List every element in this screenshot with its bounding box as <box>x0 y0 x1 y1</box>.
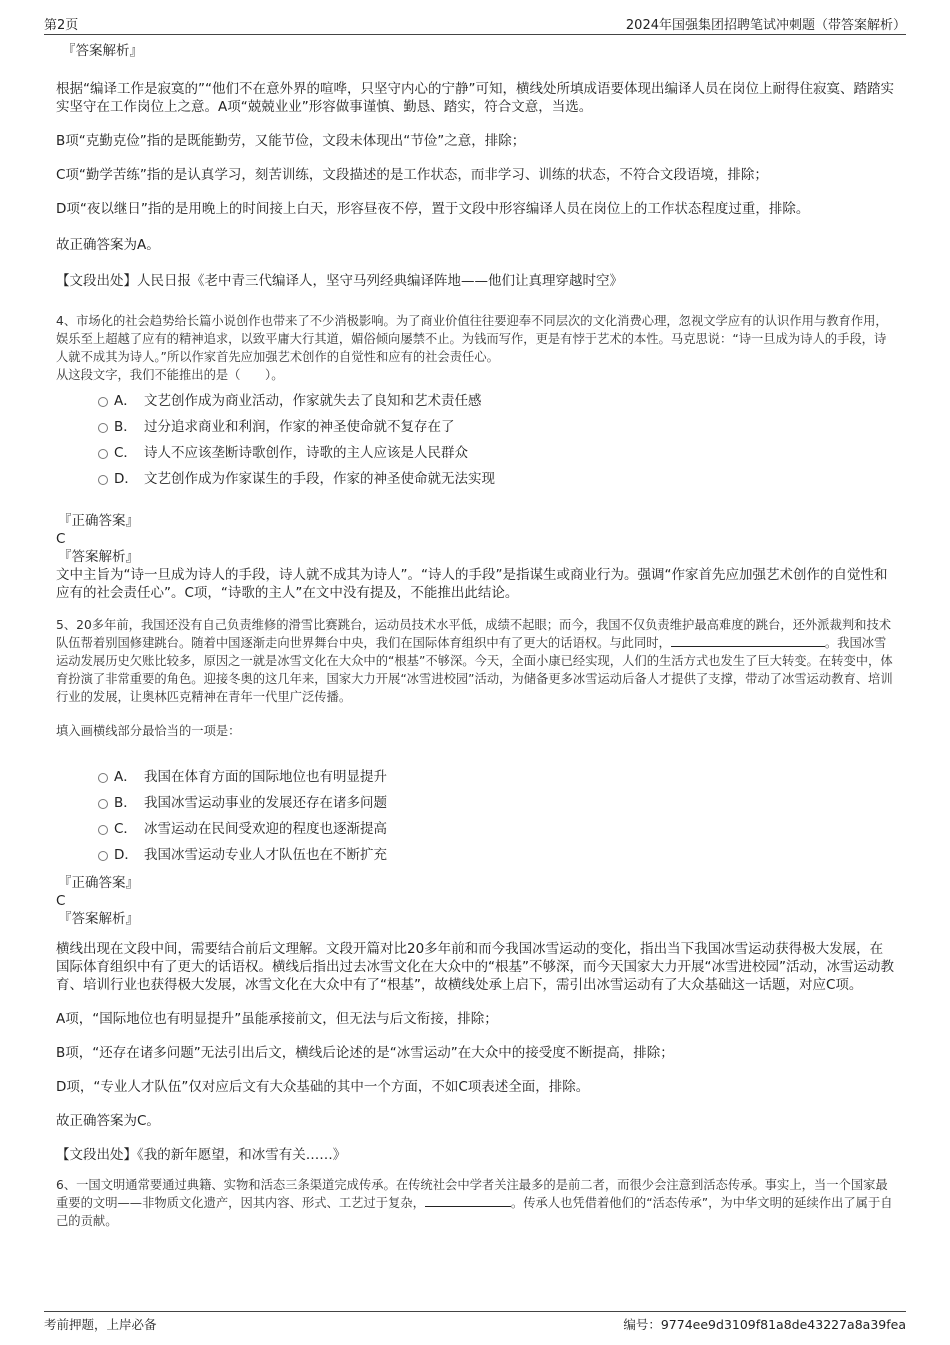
page-footer <box>44 1311 906 1334</box>
analysis-paragraph: A项，“国际地位也有明显提升”虽能承接前文，但无法与后文衔接，排除； <box>56 1011 498 1027</box>
option-c[interactable]: C． 诗人不应该垄断诗歌创作，诗歌的主人应该是人民群众 <box>56 440 894 466</box>
option-list <box>56 388 894 492</box>
analysis-paragraph: 文中主旨为“诗一旦成为诗人的手段，诗人就不成其为诗人”。“诗人的手段”是指谋生或商业行为。强调“作家首先应加强艺术创作的自觉性和应有的社会责任心”。C项，“诗歌的主人”在文中没有提及，不能推出此结论。 <box>56 567 888 601</box>
document-id: 编号：9774ee9d3109f81a8de43227a8a39fea <box>623 1317 906 1332</box>
option-b[interactable]: B． 过分追求商业和利润，作家的神圣使命就不复存在了 <box>56 414 894 440</box>
answer-label: 『正确答案』 <box>58 875 139 891</box>
document-title: 2024年国强集团招聘笔试冲刺题（带答案解析） <box>625 18 906 33</box>
analysis-conclusion: 故正确答案为A。 <box>56 237 160 253</box>
answer-label: 『正确答案』 <box>58 513 139 529</box>
analysis-paragraph: 横线出现在文段中间，需要结合前后文理解。文段开篇对比20多年前和而今我国冰雪运动的变化，指出当下我国冰雪运动获得极大发展，在国际体育组织中有了更大的话语权。横线后指出过去冰雪文化在大众中的“根基”不够深，而今天国家大力开展“冰雪进校园”活动，冰雪运动教育、培训行业也获得极大发展，冰雪文化在大众中有了“根基”，故横线处承上启下，需引出冰雪运动有了大众基础这一话题，对应C项。 <box>56 941 894 993</box>
analysis-paragraph: D项，“专业人才队伍”仅对应后文有大众基础的其中一个方面，不如C项表述全面，排除。 <box>56 1079 590 1095</box>
question-prompt: 填入画横线部分最恰当的一项是： <box>56 724 241 738</box>
analysis-paragraph: B项，“还存在诸多问题”无法引出后文，横线后论述的是“冰雪运动”在大众中的接受度不断提高，排除； <box>56 1045 674 1061</box>
radio-icon[interactable] <box>98 397 108 407</box>
radio-icon[interactable] <box>98 851 108 861</box>
analysis-label: 『答案解析』 <box>62 43 143 59</box>
source-citation: 【文段出处】人民日报《老中青三代编译人，坚守马列经典编译阵地——他们让真理穿越时空》 <box>56 273 623 289</box>
source-citation: 【文段出处】《我的新年愿望，和冰雪有关……》 <box>56 1147 347 1163</box>
question-stem: 5、20多年前，我国还没有自己负责维修的滑雪比赛跳台，运动员技术水平低，成绩不起眼；而今，我国不仅负责维护最高难度的跳台，还外派裁判和技术队伍帮着别国修建跳台。随着中国逐渐走向世界舞台中央，我们在国际体育组织中有了更大的话语权。与此同时， 。我国冰雪运动发展历史欠账比较多，原因之一就是冰雪文化在大众中的“根基”不够深。今天，全面小康已经实现，人们的生活方式也发生了巨大转变。在转变中，体育扮演了非常重要的角色。迎接冬奥的这几年来，国家大力开展“冰雪进校园”活动，为储备更多冰雪运动后备人才提供了支撑，带动了冰雪运动教育、培训行业的发展，让奥林匹克精神在青年一代里广泛传播。 <box>56 618 893 704</box>
analysis-paragraph: D项“夜以继日”指的是用晚上的时间接上白天，形容昼夜不停，置于文段中形容编译人员在岗位上的工作状态程度过重，排除。 <box>56 201 810 217</box>
option-list <box>56 764 894 868</box>
answer-value: C <box>56 893 66 909</box>
option-a[interactable]: A． 我国在体育方面的国际地位也有明显提升 <box>56 764 894 790</box>
option-c[interactable]: C． 冰雪运动在民间受欢迎的程度也逐渐提高 <box>56 816 894 842</box>
question-prompt: 从这段文字，我们不能推出的是（ ）。 <box>56 368 284 382</box>
answer-value: C <box>56 531 66 547</box>
page-content <box>56 42 894 1230</box>
question-stem: 6、一国文明通常要通过典籍、实物和活态三条渠道完成传承。在传统社会中学者关注最多的是前二者，而很少会注意到活态传承。事实上，当一个国家最重要的文明——非物质文化遗产，因其内容、形式、工艺过于复杂， 。传承人也凭借着他们的“活态传承”，为中华文明的延续作出了属于自己的贡献。 <box>56 1178 893 1228</box>
radio-icon[interactable] <box>98 449 108 459</box>
analysis-paragraph: C项“勤学苦练”指的是认真学习，刻苦训练，文段描述的是工作状态，而非学习、训练的状态，不符合文段语境，排除； <box>56 167 768 183</box>
question-stem: 4、市场化的社会趋势给长篇小说创作也带来了不少消极影响。为了商业价值往往要迎奉不同层次的文化消费心理，忽视文学应有的认识作用与教育作用，娱乐至上超越了应有的精神追求，以致平庸大行其道，媚俗倾向屡禁不止。为钱而写作，更是有悖于艺术的本性。马克思说：“诗一旦成为诗人的手段，诗人就不成其为诗人。”所以作家首先应加强艺术创作的自觉性和应有的社会责任心。 <box>56 314 888 364</box>
fill-blank <box>425 1194 511 1207</box>
radio-icon[interactable] <box>98 799 108 809</box>
fill-blank <box>671 634 825 647</box>
analysis-conclusion: 故正确答案为C。 <box>56 1113 160 1129</box>
page-number: 第2页 <box>44 18 79 33</box>
radio-icon[interactable] <box>98 475 108 485</box>
analysis-paragraph: B项“克勤克俭”指的是既能勤劳，又能节俭，文段未体现出“节俭”之意，排除； <box>56 133 526 149</box>
option-a[interactable]: A． 文艺创作成为商业活动，作家就失去了良知和艺术责任感 <box>56 388 894 414</box>
radio-icon[interactable] <box>98 423 108 433</box>
analysis-label: 『答案解析』 <box>58 549 139 565</box>
footer-slogan: 考前押题，上岸必备 <box>44 1317 157 1332</box>
option-b[interactable]: B． 我国冰雪运动事业的发展还存在诸多问题 <box>56 790 894 816</box>
analysis-label: 『答案解析』 <box>58 911 139 927</box>
analysis-paragraph: 根据“编译工作是寂寞的”“他们不在意外界的喧哗，只坚守内心的宁静”可知，横线处所填成语要体现出编译人员在岗位上耐得住寂寞、踏踏实实坚守在工作岗位上之意。A项“兢兢业业”形容做事谨慎、勤恳、踏实，符合文意，当选。 <box>56 81 894 115</box>
radio-icon[interactable] <box>98 773 108 783</box>
option-d[interactable]: D． 文艺创作成为作家谋生的手段，作家的神圣使命就无法实现 <box>56 466 894 492</box>
option-d[interactable]: D． 我国冰雪运动专业人才队伍也在不断扩充 <box>56 842 894 868</box>
radio-icon[interactable] <box>98 825 108 835</box>
page-header <box>44 12 906 35</box>
